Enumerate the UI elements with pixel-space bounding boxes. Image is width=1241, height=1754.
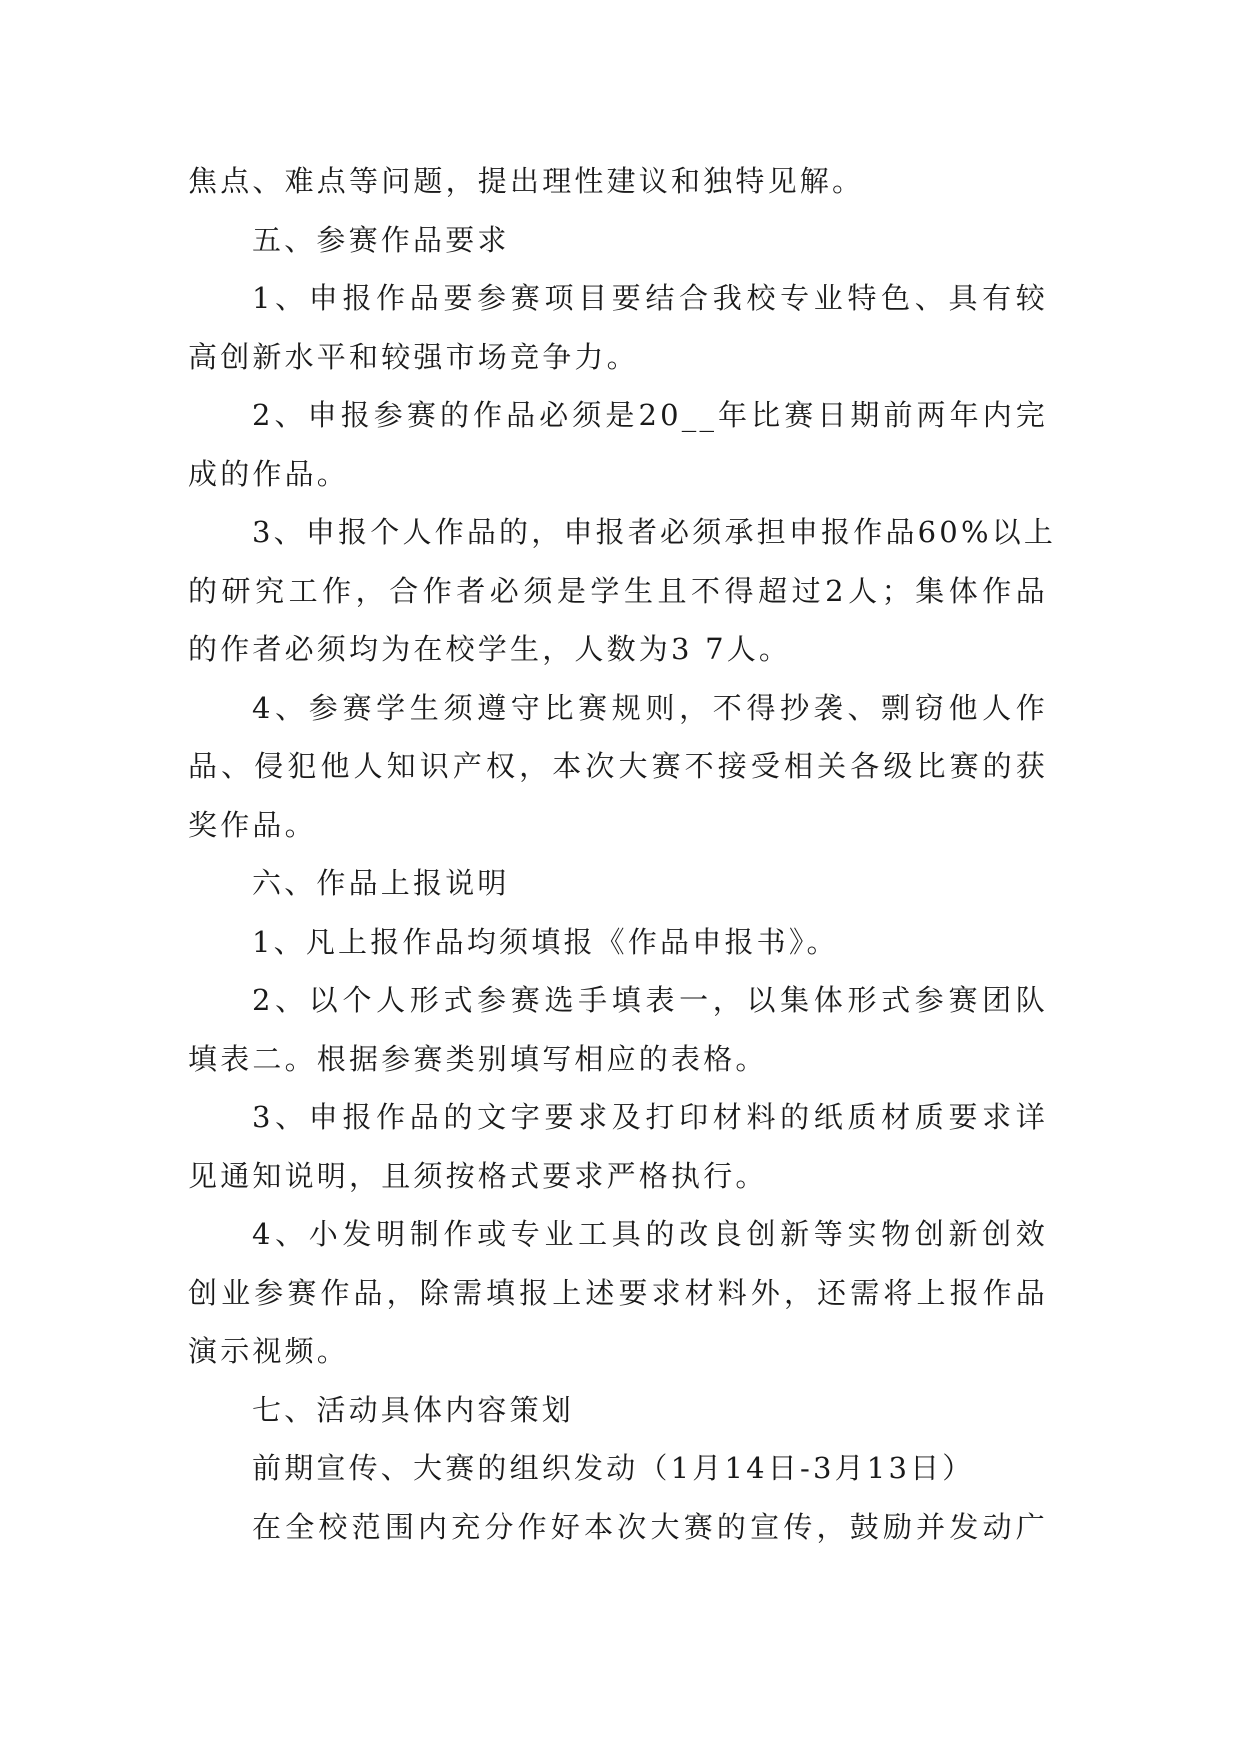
text-line-17: 3、申报作品的文字要求及打印材料的纸质材质要求详: [252, 1100, 1048, 1134]
text-line-1: 焦点、难点等问题，提出理性建议和独特见解。: [188, 164, 865, 198]
text-line-4: 高创新水平和较强市场竞争力。: [188, 339, 639, 374]
section-heading-6: 六、作品上报说明: [252, 866, 510, 900]
text-line-3: 1、申报作品要参赛项目要结合我校专业特色、具有较: [252, 281, 1048, 315]
text-line-14: 1、凡上报作品均须填报《作品申报书》。: [252, 924, 839, 959]
text-line-6: 成的作品。: [188, 456, 350, 491]
text-line-8: 的研究工作，合作者必须是学生且不得超过2人；集体作品: [188, 573, 1048, 608]
text-line-16: 填表二。根据参赛类别填写相应的表格。: [188, 1041, 768, 1076]
section-heading-5: 五、参赛作品要求: [252, 222, 510, 257]
text-line-11: 品、侵犯他人知识产权，本次大赛不接受相关各级比赛的获: [188, 749, 1048, 783]
text-line-21: 演示视频。: [188, 1334, 350, 1368]
text-line-15: 2、以个人形式参赛选手填表一，以集体形式参赛团队: [252, 983, 1048, 1017]
text-line-19: 4、小发明制作或专业工具的改良创新等实物创新创效: [252, 1217, 1048, 1251]
text-line-12: 奖作品。: [188, 807, 317, 842]
section-heading-7: 七、活动具体内容策划: [252, 1392, 575, 1427]
text-line-9: 的作者必须均为在校学生，人数为3 7人。: [188, 632, 792, 666]
text-line-23: 前期宣传、大赛的组织发动（1月14日-3月13日）: [252, 1451, 975, 1485]
text-line-5: 2、申报参赛的作品必须是20__年比赛日期前两年内完: [252, 398, 1048, 432]
text-line-20: 创业参赛作品，除需填报上述要求材料外，还需将上报作品: [188, 1275, 1048, 1310]
document-page: [188, 152, 1057, 1556]
text-line-18: 见通知说明，且须按格式要求严格执行。: [188, 1158, 768, 1193]
text-line-10: 4、参赛学生须遵守比赛规则，不得抄袭、剽窃他人作: [252, 690, 1048, 725]
text-line-7: 3、申报个人作品的，申报者必须承担申报作品60%以上: [252, 515, 1057, 549]
text-line-24: 在全校范围内充分作好本次大赛的宣传，鼓励并发动广: [252, 1509, 1048, 1544]
